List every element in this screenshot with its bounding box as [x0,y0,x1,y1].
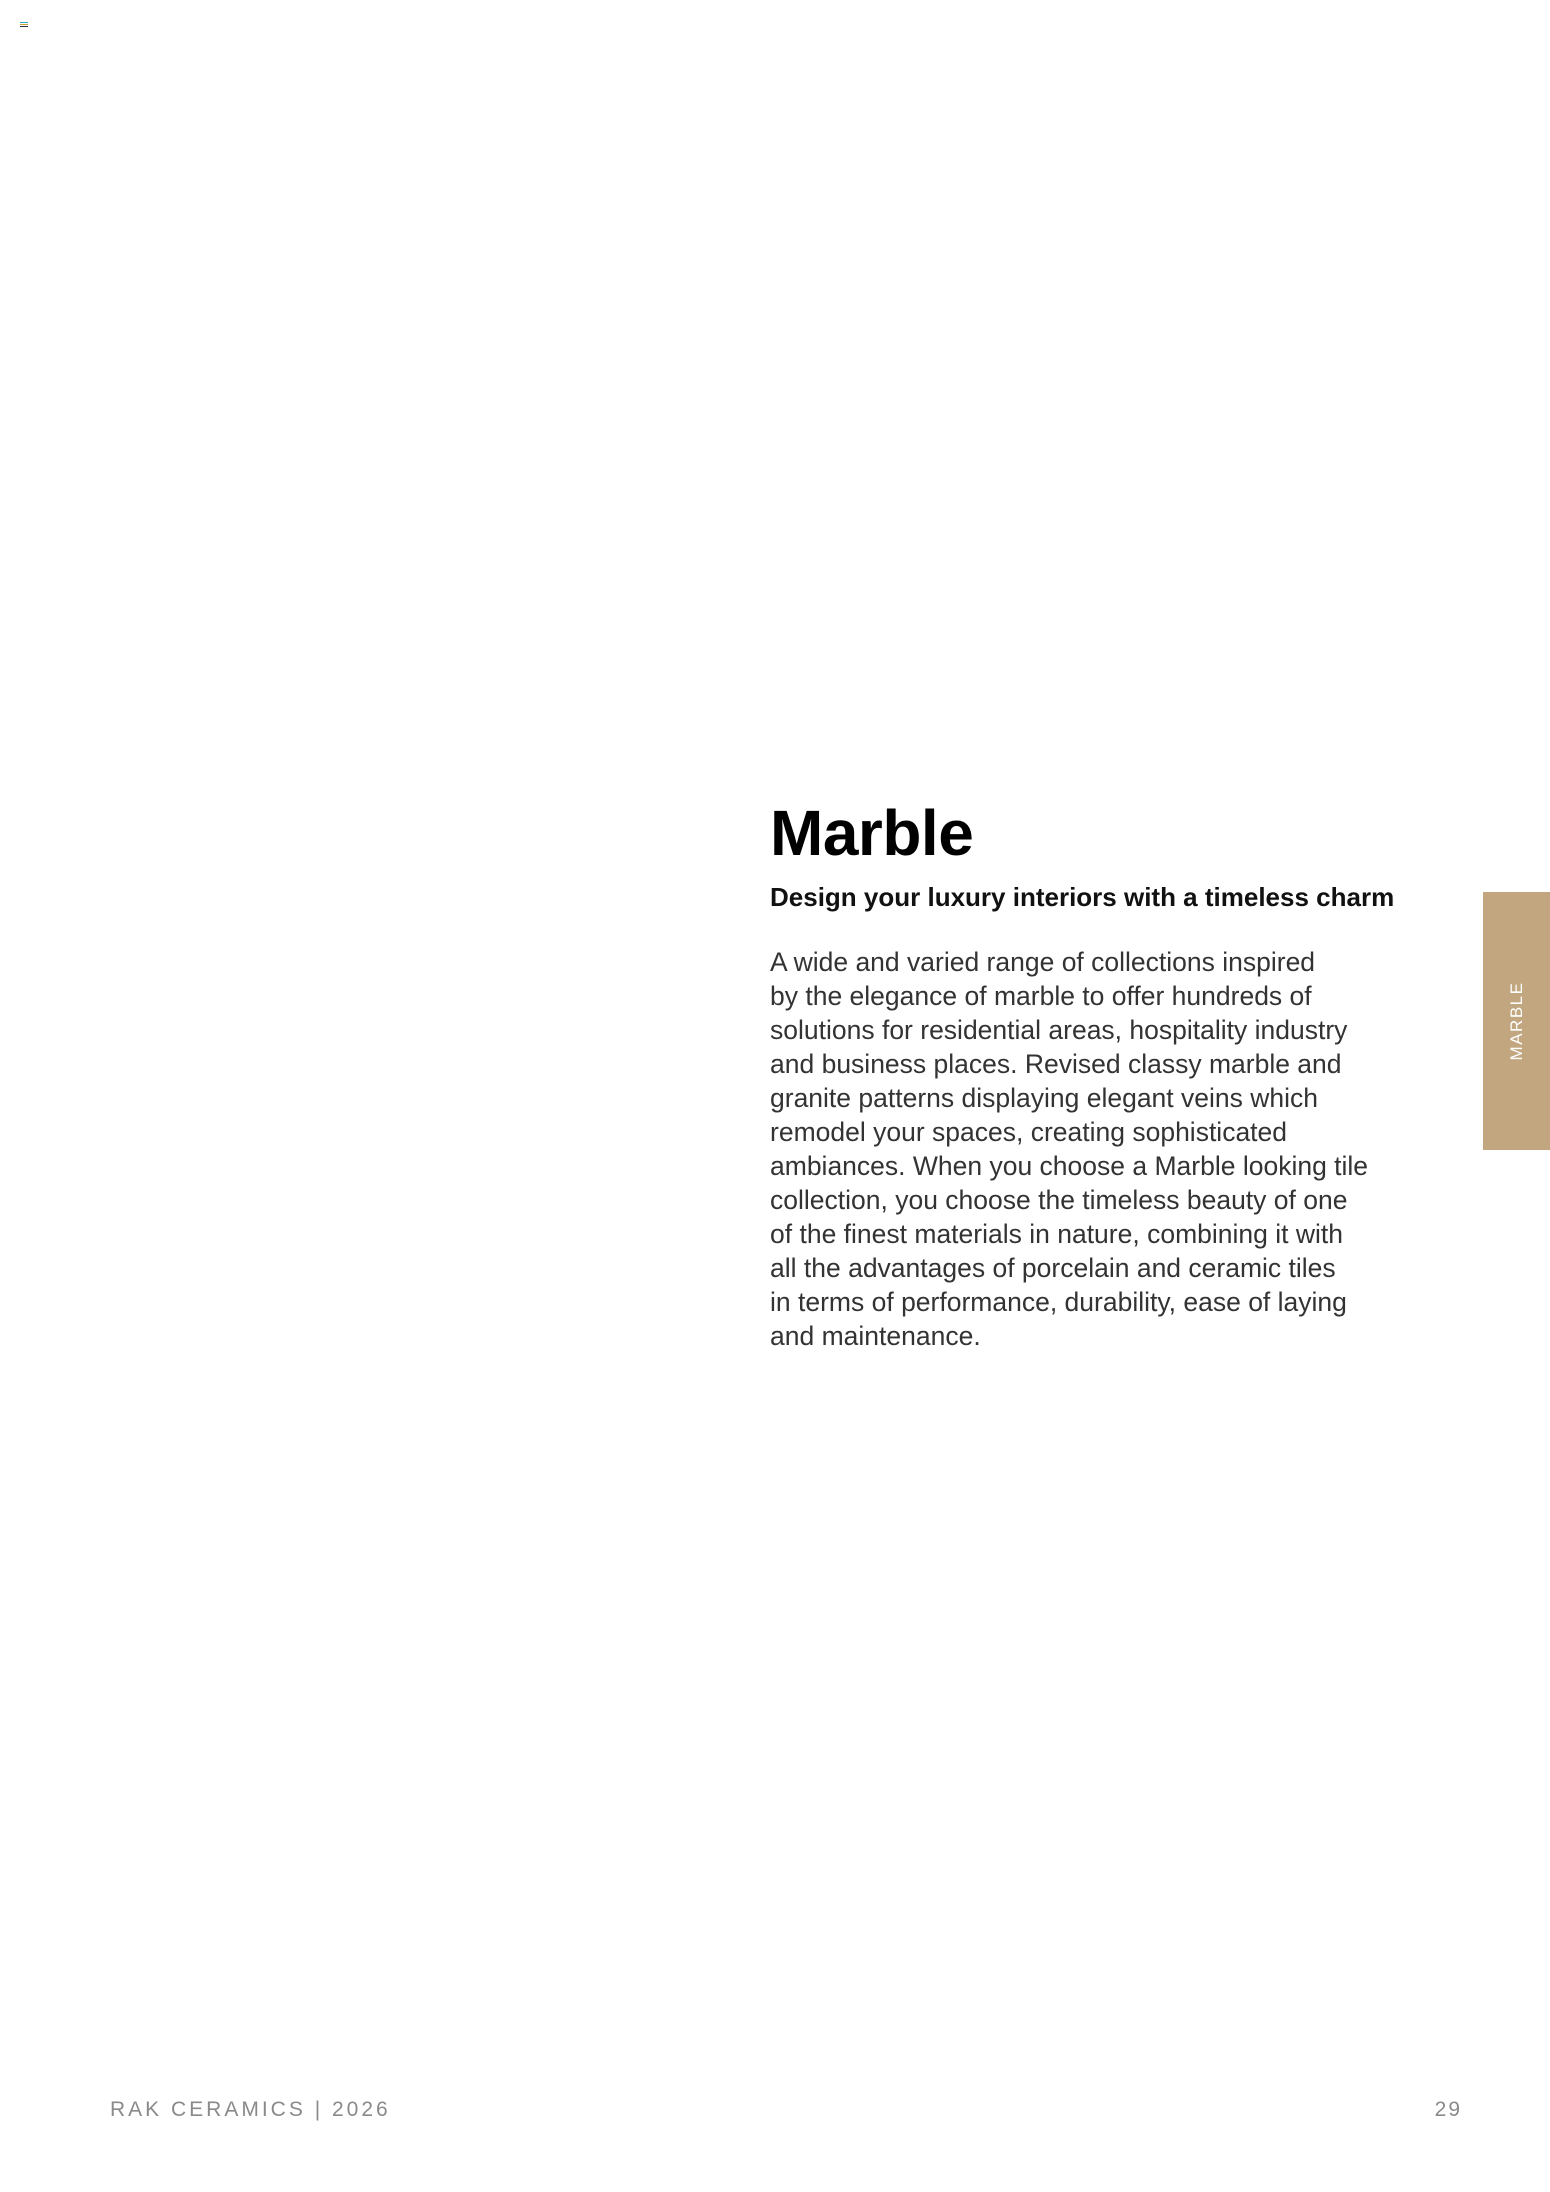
corner-mark-line-blue [20,22,28,23]
main-content [770,795,1410,1353]
corner-mark-line-gold [20,24,28,25]
footer-brand-year: RAK CERAMICS | 2026 [110,2098,391,2121]
page-title: Marble [770,797,974,869]
section-side-tab [1483,892,1550,1150]
corner-mark-line-dark [20,26,28,27]
section-side-tab-label: MARBLE [1506,981,1526,1061]
body-paragraph: A wide and varied range of collections inspired by the elegance of marble to offer hundreds of solutions for residential areas, hospitality industry and business places. Revised classy marble and granite patterns displaying elegant veins which remodel your spaces, creating sophisticated ambiances. When you choose a Marble looking tile collection, you choose the timeless beauty of one of the finest materials in nature, combining it with all the advantages of porcelain and ceramic tiles in terms of performance, durability, ease of laying and maintenance. [770,947,1369,1351]
footer-page-number: 29 [1434,2098,1462,2121]
corner-color-mark [20,22,28,28]
page-subtitle: Design your luxury interiors with a timeless charm [770,882,1395,912]
